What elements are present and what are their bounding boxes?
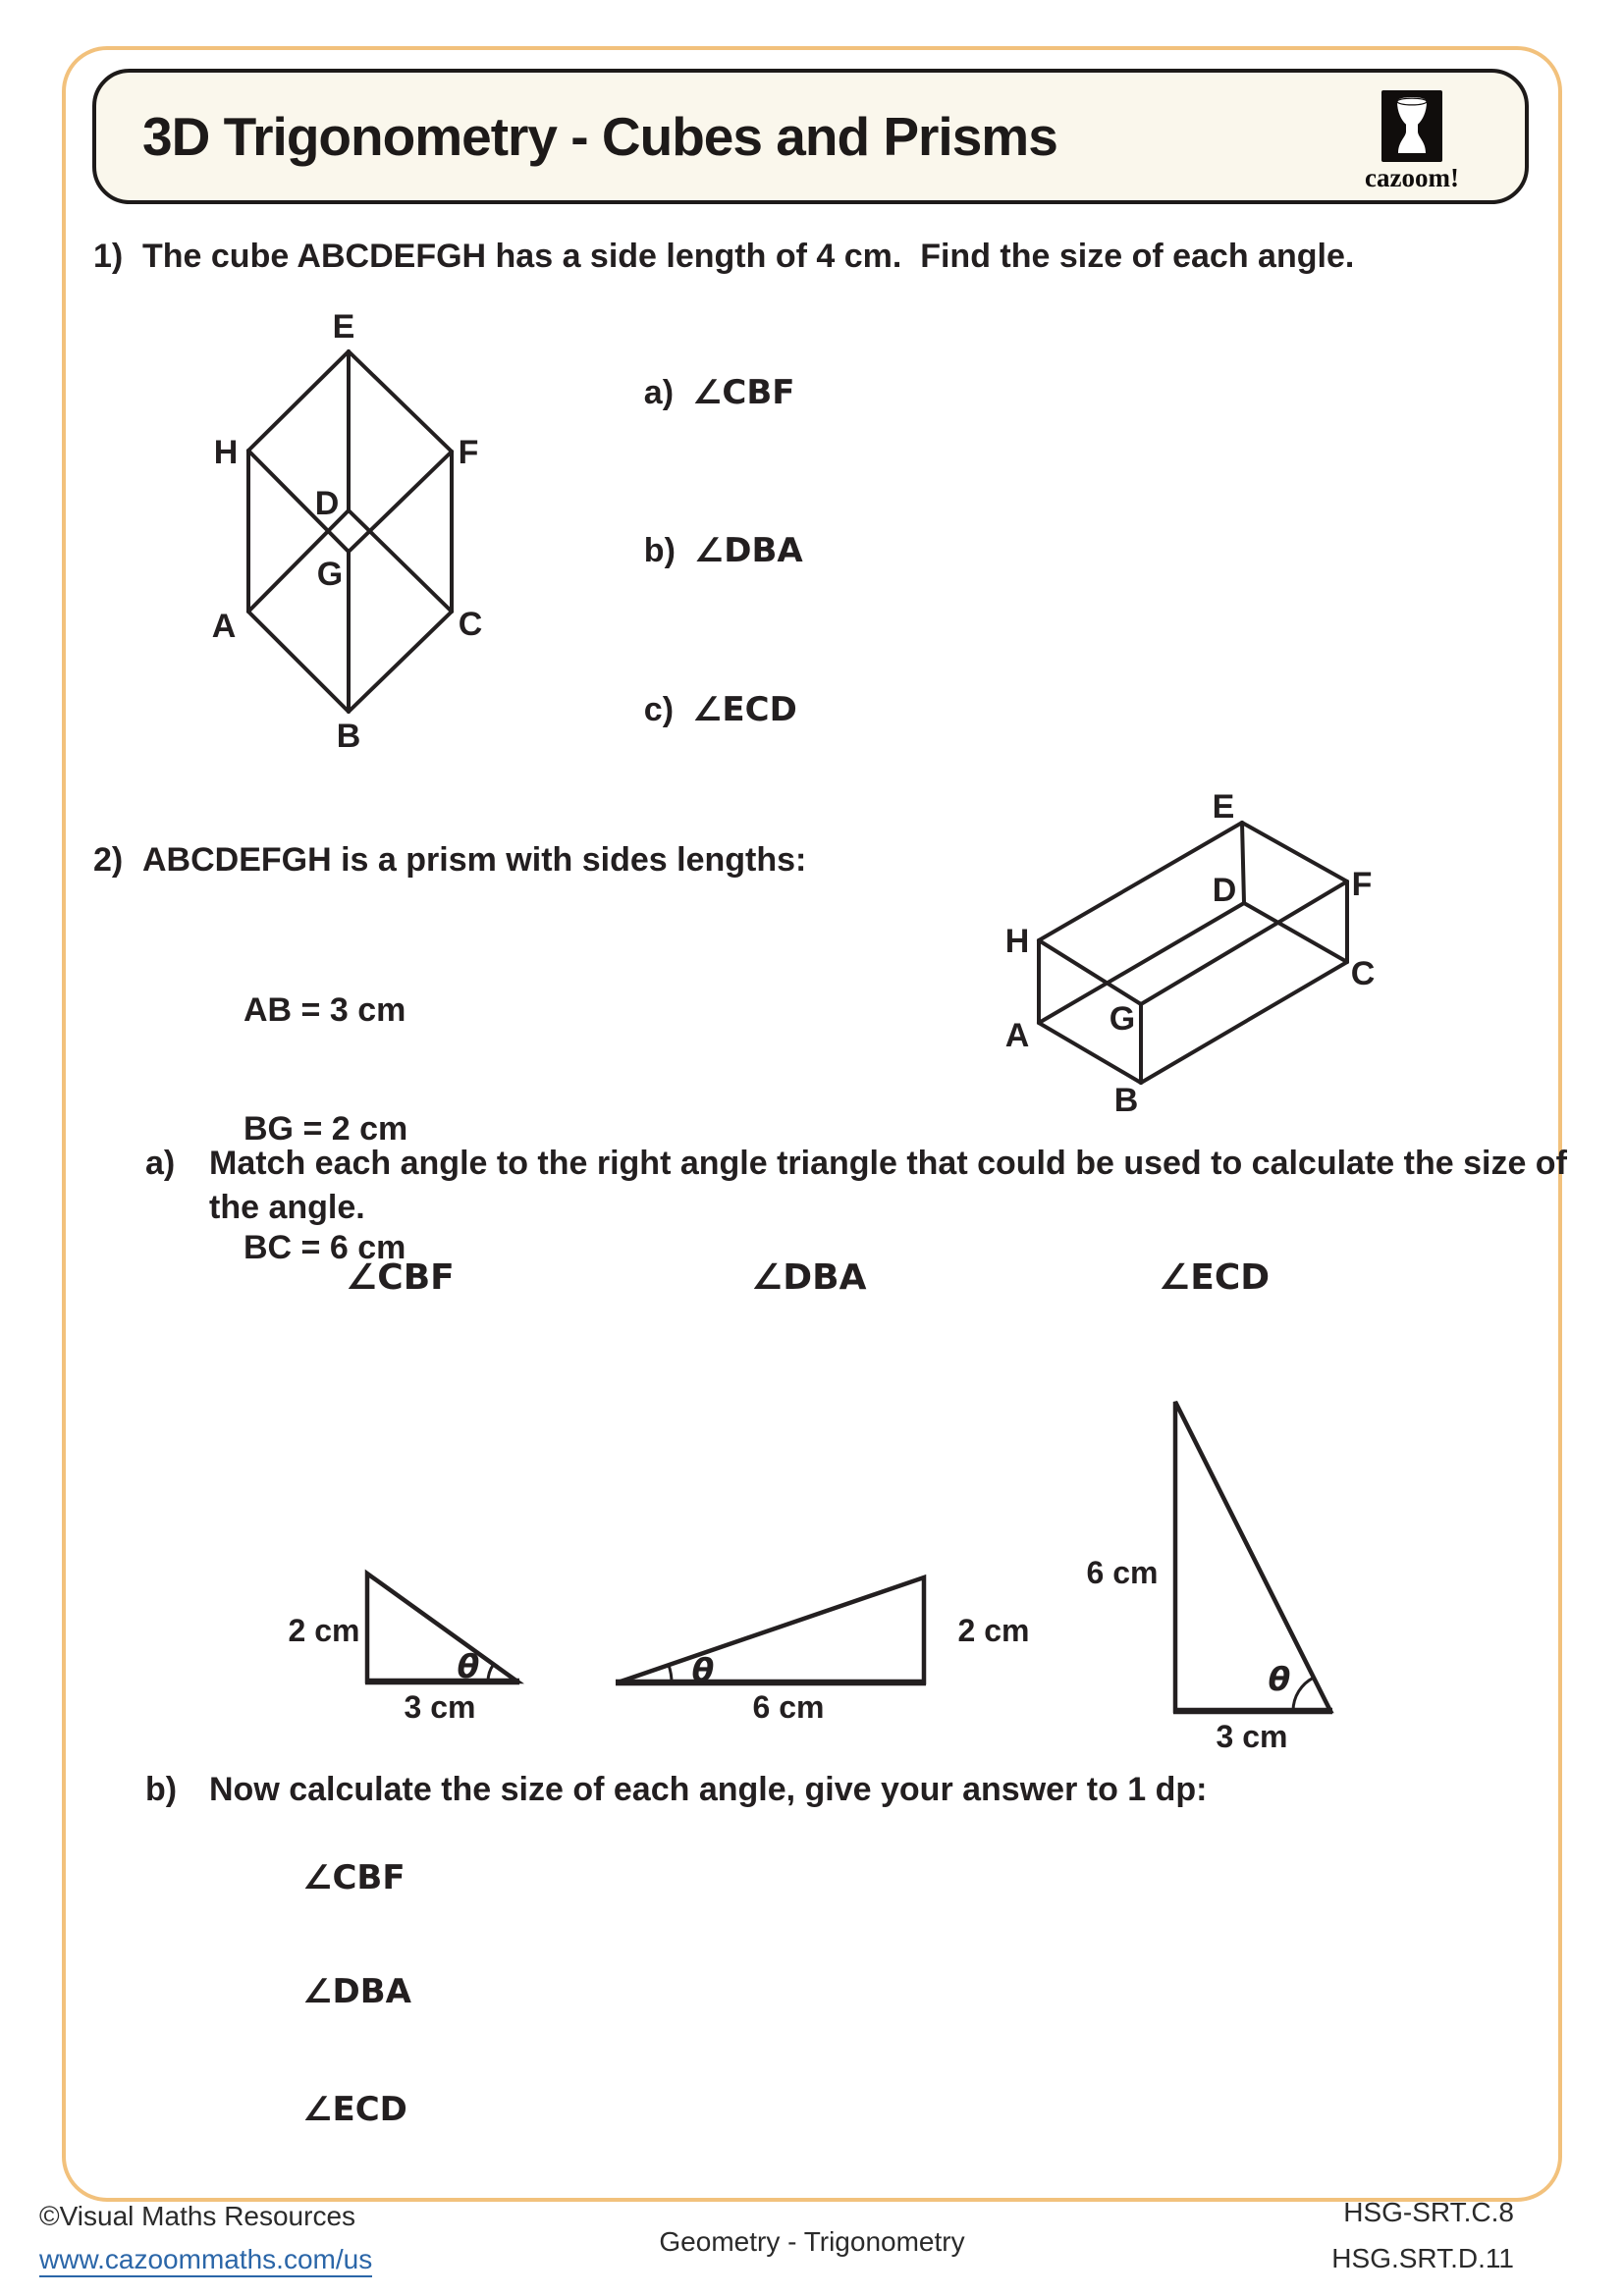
- triangle-1-theta-label: θ: [457, 1647, 480, 1685]
- q1-part-b-label: b): [643, 532, 676, 569]
- q2a-text-line1: Match each angle to the right angle triangle that could be used to calculate the size of: [209, 1145, 1567, 1182]
- footer-copyright: ©Visual Maths Resources: [39, 2201, 356, 2231]
- triangle-3-theta-label: θ: [1268, 1660, 1291, 1698]
- prism-label-G: G: [1109, 1000, 1136, 1038]
- triangle-1: [289, 1574, 519, 1725]
- q2-side-bg: BG = 2 cm: [244, 1110, 408, 1148]
- prism-label-A: A: [1004, 1017, 1030, 1054]
- triangle-2-theta-label: θ: [691, 1651, 715, 1689]
- q2a-text-line2: the angle.: [209, 1189, 365, 1226]
- triangle-2-bottom-label: 6 cm: [752, 1689, 825, 1725]
- match-angle-dba: ∠DBA: [751, 1257, 867, 1298]
- answer-angle-cbf: ∠CBF: [302, 1858, 406, 1897]
- cazoom-logo-text: cazoom!: [1365, 163, 1459, 192]
- footer-standard-2: HSG.SRT.D.11: [1331, 2243, 1514, 2273]
- cube-label-D: D: [314, 485, 340, 522]
- prism-edges: [1039, 823, 1347, 1083]
- footer-website-link[interactable]: www.cazoommaths.com/us: [39, 2244, 372, 2277]
- match-angle-ecd: ∠ECD: [1159, 1257, 1271, 1298]
- cube-label-F: F: [458, 434, 479, 471]
- answer-angle-dba: ∠DBA: [302, 1972, 411, 2011]
- q1-number: 1): [93, 238, 124, 275]
- cube-label-E: E: [332, 308, 355, 346]
- q1-text: The cube ABCDEFGH has a side length of 4 cm. Find the size of each angle.: [142, 238, 1355, 275]
- cazoom-logo: [1353, 90, 1471, 193]
- cube-diagram: [182, 304, 506, 761]
- cube-label-A: A: [211, 608, 237, 645]
- q2-text: ABCDEFGH is a prism with sides lengths:: [142, 841, 807, 879]
- q2-side-ab: AB = 3 cm: [244, 991, 406, 1029]
- prism-diagram: [987, 785, 1394, 1129]
- cube-label-C: C: [458, 606, 483, 643]
- q1-part-a: [607, 331, 795, 454]
- triangle-3: [1087, 1402, 1332, 1754]
- prism-label-H: H: [1004, 923, 1030, 960]
- answer-angle-ecd: ∠ECD: [302, 2090, 407, 2129]
- footer-topic: Geometry - Trigonometry: [659, 2226, 965, 2257]
- cube-label-H: H: [213, 434, 239, 471]
- prism-label-E: E: [1212, 788, 1235, 826]
- worksheet-header: [92, 69, 1529, 204]
- prism-label-C: C: [1350, 955, 1376, 992]
- cube-edges: [248, 351, 452, 712]
- q2b-label: b): [145, 1771, 178, 1808]
- triangle-1-left-label: 2 cm: [288, 1613, 360, 1648]
- q1-part-c-angle: ∠ECD: [691, 690, 797, 729]
- prism-label-D: D: [1212, 872, 1237, 909]
- q2b-text: Now calculate the size of each angle, give your answer to 1 dp:: [209, 1771, 1208, 1808]
- triangles-diagram: [275, 1374, 1394, 1762]
- cube-label-G: G: [316, 556, 344, 593]
- djembe-drum-icon: [1381, 90, 1442, 162]
- triangle-3-left-label: 6 cm: [1086, 1555, 1159, 1590]
- q1-part-c: [607, 648, 797, 772]
- footer-standard-1: HSG-SRT.C.8: [1343, 2197, 1514, 2227]
- q1-part-b: [607, 489, 803, 613]
- triangle-2: [616, 1577, 1029, 1725]
- q2a-label: a): [145, 1145, 176, 1182]
- q1-part-a-angle: ∠CBF: [691, 373, 795, 412]
- q1-part-b-angle: ∠DBA: [693, 531, 803, 570]
- match-angle-cbf: ∠CBF: [346, 1257, 455, 1298]
- q2-side-bc: BC = 6 cm: [244, 1229, 406, 1266]
- prism-label-B: B: [1113, 1082, 1139, 1119]
- page-title: 3D Trigonometry - Cubes and Prisms: [142, 106, 1057, 167]
- q1-part-c-label: c): [643, 691, 675, 728]
- triangle-2-right-label: 2 cm: [957, 1613, 1030, 1648]
- triangle-3-bottom-label: 3 cm: [1216, 1719, 1288, 1754]
- prism-label-F: F: [1351, 866, 1373, 903]
- q2-number: 2): [93, 841, 124, 879]
- cube-label-B: B: [336, 718, 361, 755]
- q1-part-a-label: a): [643, 374, 675, 411]
- triangle-1-bottom-label: 3 cm: [404, 1689, 476, 1725]
